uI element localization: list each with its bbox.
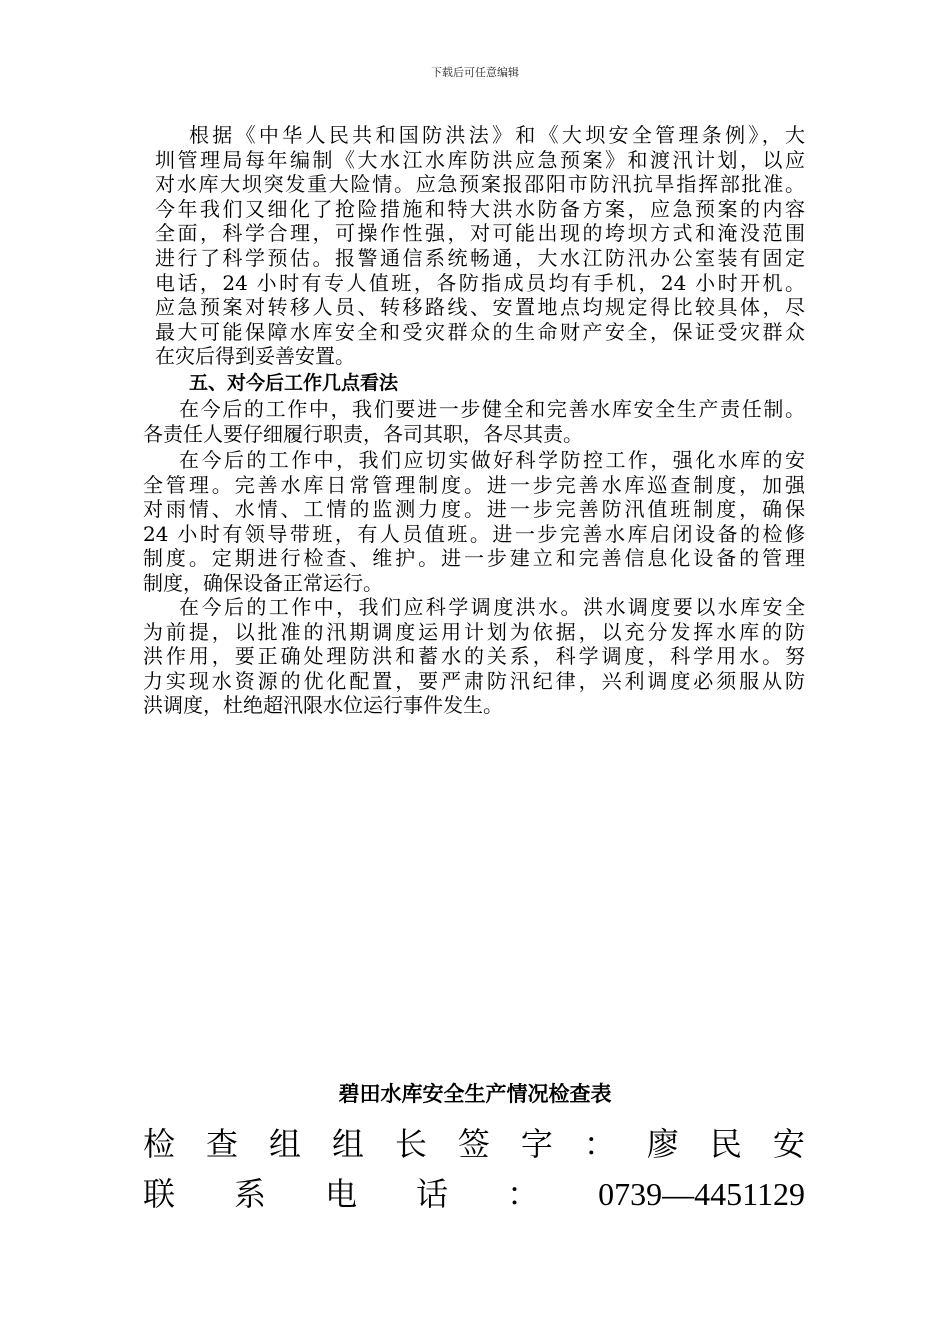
paragraph-flood-dispatch xyxy=(143,595,805,718)
paragraph-emergency-plan xyxy=(155,123,805,369)
label-char: 查 xyxy=(205,1125,238,1163)
label-char: ： xyxy=(507,1175,540,1213)
text-line: 根据《中华人民共和国防洪法》和《大坝安全管理条例》，大 xyxy=(189,123,805,147)
text-line: 各责任人要仔细履行职责，各司其职，各尽其责。 xyxy=(143,421,583,446)
label-char: ： xyxy=(583,1125,616,1163)
label-char: 签 xyxy=(457,1125,490,1163)
contact-phone-row xyxy=(143,1174,805,1214)
leader-signature-row xyxy=(143,1124,805,1164)
text-line: 最大可能保障水库安全和受灾群众的生命财产安全，保证受灾群众 xyxy=(155,319,805,344)
text-line: 全管理。完善水库日常管理制度。进一步完善水库巡查制度，加强 xyxy=(143,472,805,497)
text-line: 力实现水资源的优化配置，要严肃防汛纪律，兴利调度必须服从防 xyxy=(143,668,805,693)
section-heading: 五、对今后工作几点看法 xyxy=(189,372,399,394)
label-char: 检 xyxy=(143,1125,176,1163)
label-char: 组 xyxy=(268,1125,301,1163)
label-char: 长 xyxy=(394,1125,427,1163)
label-char: 电 xyxy=(325,1175,358,1213)
text-line: 制度，确保设备正常运行。 xyxy=(143,570,383,595)
leader-name-char: 安 xyxy=(772,1125,805,1163)
label-char: 组 xyxy=(331,1125,364,1163)
phone-number: 0739—4451129 xyxy=(598,1176,805,1212)
leader-name-char: 廖 xyxy=(646,1125,679,1163)
text-line: 洪调度，杜绝超汛限水位运行事件发生。 xyxy=(143,693,503,718)
label-char: 系 xyxy=(234,1175,267,1213)
text-line: 进行了科学预估。报警通信系统畅通，大水江防汛办公室装有固定 xyxy=(155,245,805,270)
text-line: 为前提，以批准的汛期调度运用计划为依据，以充分发挥水库的防 xyxy=(143,619,805,644)
text-line: 电话，24 小时有专人值班，各防指成员均有手机，24 小时开机。 xyxy=(155,270,805,295)
text-line: 对雨情、水情、工情的监测力度。进一步完善防汛值班制度，确保 xyxy=(143,497,805,522)
text-line: 对水库大坝突发重大险情。应急预案报邵阳市防汛抗旱指挥部批准。 xyxy=(155,172,805,197)
leader-name-char: 民 xyxy=(709,1125,742,1163)
text-line: 在今后的工作中，我们应切实做好科学防控工作，强化水库的安 xyxy=(179,448,805,472)
text-line: 圳管理局每年编制《大水江水库防洪应急预案》和渡汛计划，以应 xyxy=(155,147,805,172)
paragraph-responsibility xyxy=(143,397,805,446)
label-char: 字 xyxy=(520,1125,553,1163)
text-line: 全面，科学合理，可操作性强，对可能出现的垮坝方式和淹没范围 xyxy=(155,221,805,246)
text-line: 制度。定期进行检查、维护。进一步建立和完善信息化设备的管理 xyxy=(143,546,805,571)
text-line: 应急预案对转移人员、转移路线、安置地点均规定得比较具体，尽 xyxy=(155,295,805,320)
text-line: 在灾后得到妥善安置。 xyxy=(155,344,355,369)
text-line: 24 小时有领导带班，有人员值班。进一步完善水库启闭设备的检修 xyxy=(143,521,805,546)
download-note: 下载后可任意编辑 xyxy=(431,66,519,79)
text-line: 洪作用，要正确处理防洪和蓄水的关系，科学调度，科学用水。努 xyxy=(143,644,805,669)
text-line: 在今后的工作中，我们应科学调度洪水。洪水调度要以水库安全 xyxy=(179,595,805,619)
paragraph-safety-management xyxy=(143,448,805,596)
text-line: 在今后的工作中，我们要进一步健全和完善水库安全生产责任制。 xyxy=(179,397,805,421)
label-char: 话 xyxy=(416,1175,449,1213)
text-line: 今年我们又细化了抢险措施和特大洪水防备方案，应急预案的内容 xyxy=(155,196,805,221)
inspection-table-title: 碧田水库安全生产情况检查表 xyxy=(338,1082,612,1106)
label-char: 联 xyxy=(143,1175,176,1213)
